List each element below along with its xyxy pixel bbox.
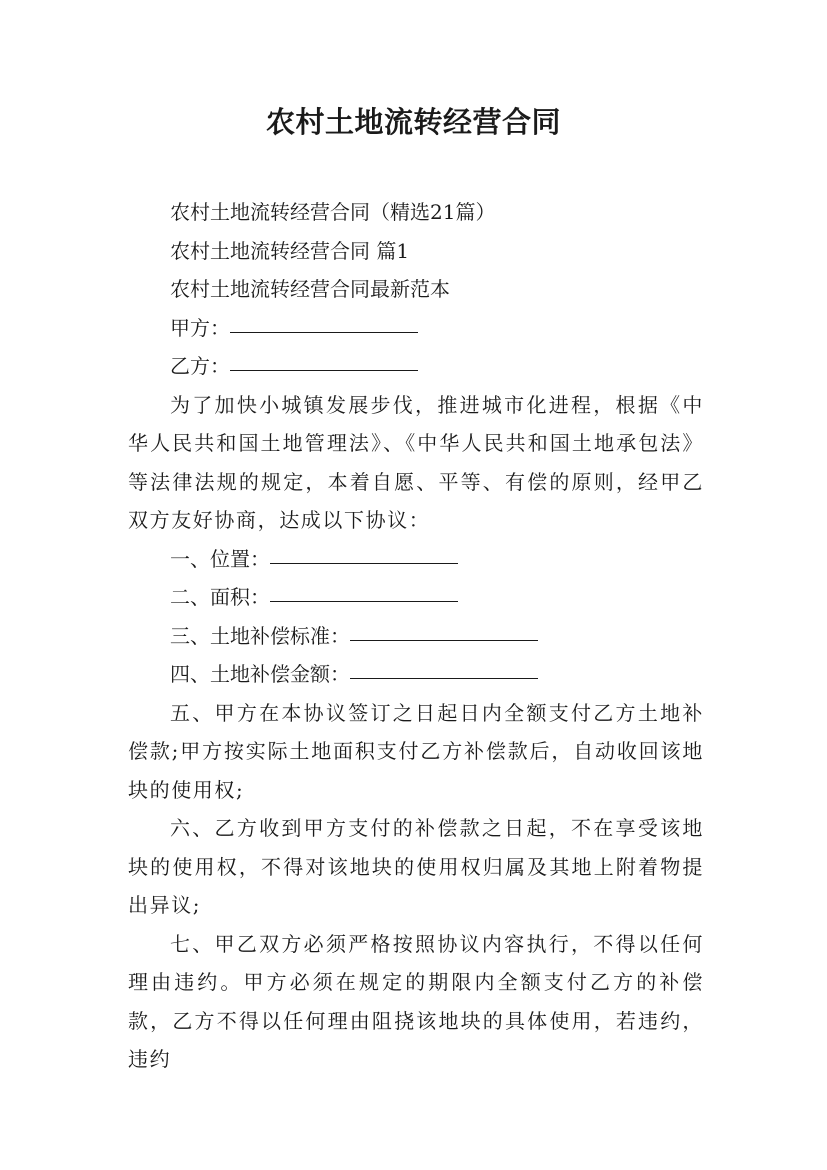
clause-usage-rights: 六、乙方收到甲方支付的补偿款之日起，不在享受该地块的使用权，不得对该地块的使用权归属及其地上附着物提出异议;: [128, 816, 704, 917]
party-b-line: [128, 347, 704, 386]
clause-compensation-amount: [128, 655, 704, 694]
document-title: 农村土地流转经营合同: [265, 105, 561, 139]
template-heading: 农村土地流转经营合同最新范本: [170, 277, 450, 301]
party-a-label: 甲方：: [170, 315, 230, 340]
document-body: [128, 193, 704, 1079]
article-heading: 农村土地流转经营合同 篇1: [170, 238, 410, 263]
clause-compensation-standard: [128, 617, 704, 656]
intro-paragraph: 为了加快小城镇发展步伐，推进城市化进程，根据《中华人民共和国土地管理法》、《中华人民共和国土地承包法》等法律法规的规定，本着自愿、平等、有偿的原则，经甲乙双方友好协商，达成以下协议：: [128, 392, 704, 532]
clause-area: [128, 578, 704, 617]
clause-compensation-standard-blank: [350, 639, 538, 641]
party-a-blank: [230, 331, 418, 333]
clause-location-label: 一、位置：: [170, 546, 270, 571]
clause-area-blank: [270, 600, 458, 602]
party-b-blank: [230, 369, 418, 371]
clause-location-blank: [270, 562, 458, 564]
clause-compensation-amount-label: 四、土地补偿金额：: [170, 662, 350, 686]
clause-payment: 五、甲方在本协议签订之日起日内全额支付乙方土地补偿款;甲方按实际土地面积支付乙方补偿款后，自动收回该地块的使用权;: [128, 700, 704, 802]
clause-compensation-standard-label: 三、土地补偿标准：: [170, 623, 350, 648]
clause-area-label: 二、面积：: [170, 585, 270, 609]
party-a-line: [128, 309, 704, 348]
collection-heading: 农村土地流转经营合同（精选21篇）: [170, 200, 496, 224]
clause-breach: 七、甲乙双方必须严格按照协议内容执行，不得以任何理由违约。甲方必须在规定的期限内全额支付乙方的补偿款，乙方不得以任何理由阻挠该地块的具体使用，若违约，违约: [128, 931, 704, 1071]
clause-location: [128, 540, 704, 579]
clause-compensation-amount-blank: [350, 677, 538, 679]
party-b-label: 乙方：: [170, 354, 230, 378]
